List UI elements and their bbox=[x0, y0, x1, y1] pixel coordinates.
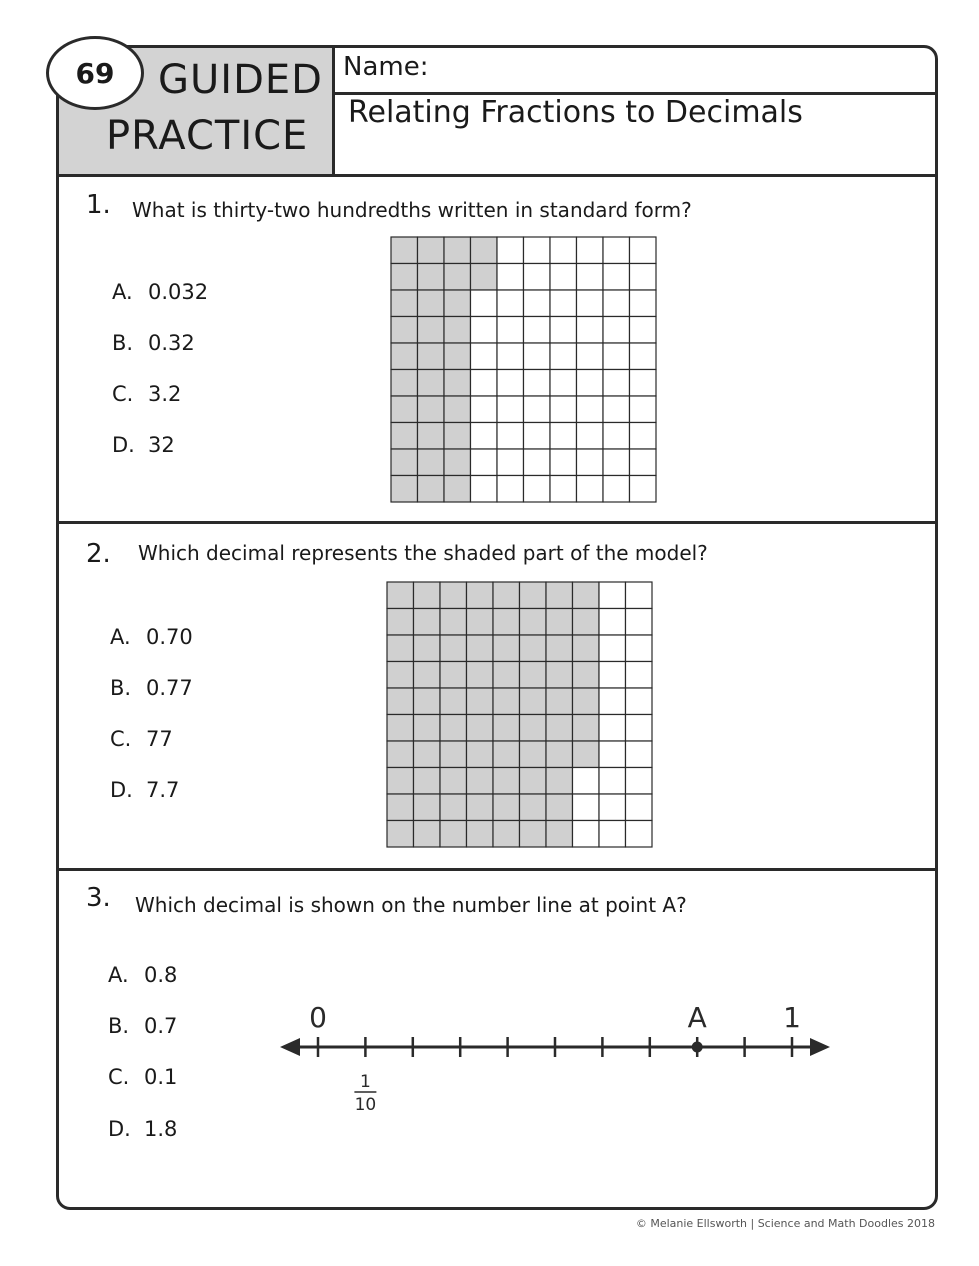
grid-cell bbox=[471, 476, 498, 503]
grid-cell-shaded bbox=[444, 423, 471, 450]
grid-cell bbox=[524, 343, 551, 370]
question-2-choice-a[interactable] bbox=[110, 627, 193, 648]
grid-cell bbox=[603, 370, 630, 397]
grid-cell-shaded bbox=[467, 794, 494, 821]
grid-cell bbox=[599, 662, 626, 689]
question-3-text: Which decimal is shown on the number line at point A? bbox=[135, 893, 687, 917]
choice-letter: D. bbox=[112, 433, 135, 457]
grid-cell bbox=[577, 449, 604, 476]
grid-cell-shaded bbox=[546, 715, 573, 742]
grid-cell bbox=[626, 582, 653, 609]
fraction-numerator: 1 bbox=[359, 1072, 371, 1092]
grid-cell bbox=[497, 476, 524, 503]
fraction-denominator: 10 bbox=[354, 1095, 377, 1115]
grid-cell bbox=[524, 317, 551, 344]
grid-cell bbox=[497, 423, 524, 450]
grid-cell-shaded bbox=[520, 662, 547, 689]
grid-cell-shaded bbox=[391, 290, 418, 317]
grid-cell-shaded bbox=[520, 794, 547, 821]
grid-cell bbox=[626, 688, 653, 715]
grid-cell bbox=[603, 343, 630, 370]
grid-cell bbox=[603, 476, 630, 503]
question-3-choice-b[interactable] bbox=[108, 1016, 177, 1037]
copyright-notice: © Melanie Ellsworth | Science and Math Doodles 2018 bbox=[635, 1217, 935, 1230]
grid-cell bbox=[630, 449, 657, 476]
grid-cell-shaded bbox=[467, 821, 494, 848]
grid-cell bbox=[626, 635, 653, 662]
question-1-choice-a[interactable] bbox=[112, 282, 208, 303]
grid-cell-shaded bbox=[444, 237, 471, 264]
grid-cell bbox=[524, 476, 551, 503]
question-1-choice-c[interactable] bbox=[112, 384, 181, 405]
grid-cell-shaded bbox=[418, 449, 445, 476]
grid-cell-shaded bbox=[520, 635, 547, 662]
grid-cell-shaded bbox=[418, 396, 445, 423]
choice-value: 0.032 bbox=[148, 280, 209, 304]
choice-letter: C. bbox=[112, 382, 134, 406]
grid-cell-shaded bbox=[440, 662, 467, 689]
grid-cell-shaded bbox=[546, 821, 573, 848]
grid-cell bbox=[630, 370, 657, 397]
section-divider-1 bbox=[59, 521, 935, 524]
grid-cell-shaded bbox=[414, 768, 441, 795]
grid-cell-shaded bbox=[546, 794, 573, 821]
grid-cell-shaded bbox=[520, 582, 547, 609]
left-arrow-icon bbox=[280, 1038, 300, 1056]
grid-cell-shaded bbox=[520, 609, 547, 636]
grid-cell-shaded bbox=[440, 821, 467, 848]
grid-cell bbox=[603, 396, 630, 423]
question-1-hundreds-grid bbox=[391, 237, 656, 502]
choice-letter: C. bbox=[110, 727, 132, 751]
grid-cell-shaded bbox=[387, 688, 414, 715]
choice-value: 77 bbox=[146, 727, 173, 751]
grid-cell-shaded bbox=[391, 423, 418, 450]
grid-cell bbox=[599, 635, 626, 662]
grid-cell bbox=[550, 370, 577, 397]
grid-cell bbox=[471, 396, 498, 423]
point-a-label: A bbox=[687, 1001, 707, 1034]
choice-letter: A. bbox=[108, 963, 129, 987]
grid-cell-shaded bbox=[520, 821, 547, 848]
name-field-label: Name: bbox=[343, 52, 429, 82]
grid-cell bbox=[630, 476, 657, 503]
grid-cell bbox=[577, 476, 604, 503]
choice-letter: C. bbox=[108, 1065, 130, 1089]
choice-value: 32 bbox=[148, 433, 175, 457]
grid-cell bbox=[577, 264, 604, 291]
grid-cell-shaded bbox=[414, 688, 441, 715]
grid-cell bbox=[603, 237, 630, 264]
grid-cell-shaded bbox=[414, 741, 441, 768]
grid-cell-shaded bbox=[520, 741, 547, 768]
choice-letter: D. bbox=[110, 778, 133, 802]
grid-cell-shaded bbox=[467, 688, 494, 715]
grid-cell-shaded bbox=[387, 794, 414, 821]
grid-cell bbox=[599, 768, 626, 795]
grid-cell bbox=[550, 317, 577, 344]
grid-cell bbox=[630, 290, 657, 317]
grid-cell bbox=[626, 662, 653, 689]
grid-cell bbox=[550, 476, 577, 503]
grid-cell-shaded bbox=[444, 476, 471, 503]
grid-cell-shaded bbox=[444, 317, 471, 344]
grid-cell-shaded bbox=[546, 741, 573, 768]
grid-cell-shaded bbox=[546, 609, 573, 636]
grid-cell bbox=[603, 290, 630, 317]
grid-cell-shaded bbox=[387, 741, 414, 768]
grid-cell-shaded bbox=[493, 715, 520, 742]
grid-cell bbox=[497, 370, 524, 397]
grid-cell bbox=[550, 396, 577, 423]
grid-cell-shaded bbox=[418, 476, 445, 503]
grid-cell-shaded bbox=[387, 662, 414, 689]
grid-cell-shaded bbox=[414, 662, 441, 689]
grid-cell bbox=[599, 582, 626, 609]
grid-cell bbox=[550, 449, 577, 476]
grid-cell-shaded bbox=[493, 635, 520, 662]
question-3-choice-d[interactable] bbox=[108, 1119, 177, 1140]
choice-letter: D. bbox=[108, 1117, 131, 1141]
grid-cell-shaded bbox=[418, 423, 445, 450]
grid-cell-shaded bbox=[493, 794, 520, 821]
grid-cell-shaded bbox=[546, 582, 573, 609]
grid-cell-shaded bbox=[471, 237, 498, 264]
grid-cell-shaded bbox=[387, 768, 414, 795]
grid-cell bbox=[497, 449, 524, 476]
grid-cell bbox=[573, 768, 600, 795]
grid-cell-shaded bbox=[387, 821, 414, 848]
choice-value: 7.7 bbox=[146, 778, 180, 802]
grid-cell bbox=[577, 317, 604, 344]
right-arrow-icon bbox=[810, 1038, 830, 1056]
grid-cell-shaded bbox=[391, 343, 418, 370]
choice-value: 1.8 bbox=[144, 1117, 178, 1141]
grid-cell bbox=[577, 396, 604, 423]
grid-cell-shaded bbox=[467, 582, 494, 609]
grid-cell-shaded bbox=[546, 688, 573, 715]
grid-cell-shaded bbox=[444, 449, 471, 476]
grid-cell-shaded bbox=[414, 794, 441, 821]
grid-cell bbox=[630, 423, 657, 450]
grid-cell bbox=[497, 317, 524, 344]
grid-cell bbox=[524, 396, 551, 423]
grid-cell-shaded bbox=[493, 609, 520, 636]
grid-cell-shaded bbox=[471, 264, 498, 291]
grid-cell bbox=[524, 423, 551, 450]
grid-cell bbox=[573, 821, 600, 848]
grid-cell-shaded bbox=[444, 396, 471, 423]
choice-letter: A. bbox=[112, 280, 133, 304]
grid-cell-shaded bbox=[418, 290, 445, 317]
grid-cell bbox=[577, 290, 604, 317]
grid-cell bbox=[599, 609, 626, 636]
grid-cell-shaded bbox=[440, 794, 467, 821]
grid-cell-shaded bbox=[391, 476, 418, 503]
question-2-choice-b[interactable] bbox=[110, 678, 193, 699]
point-a-dot bbox=[692, 1042, 703, 1053]
grid-cell-shaded bbox=[391, 449, 418, 476]
grid-cell bbox=[577, 423, 604, 450]
choice-letter: A. bbox=[110, 625, 131, 649]
grid-cell bbox=[603, 264, 630, 291]
grid-cell bbox=[603, 317, 630, 344]
worksheet-title: Relating Fractions to Decimals bbox=[348, 95, 803, 130]
grid-cell bbox=[471, 370, 498, 397]
question-2-choice-d[interactable] bbox=[110, 780, 179, 801]
grid-cell bbox=[626, 794, 653, 821]
grid-cell bbox=[630, 343, 657, 370]
grid-cell-shaded bbox=[418, 237, 445, 264]
grid-cell bbox=[630, 396, 657, 423]
end-label: 1 bbox=[783, 1001, 801, 1034]
grid-cell-shaded bbox=[440, 582, 467, 609]
grid-cell-shaded bbox=[573, 662, 600, 689]
grid-cell-shaded bbox=[414, 635, 441, 662]
choice-value: 0.32 bbox=[148, 331, 195, 355]
grid-cell bbox=[550, 237, 577, 264]
grid-cell-shaded bbox=[493, 741, 520, 768]
practice-label: PRACTICE bbox=[106, 113, 309, 159]
question-3-number: 3. bbox=[86, 883, 111, 913]
grid-cell bbox=[471, 423, 498, 450]
grid-cell-shaded bbox=[391, 237, 418, 264]
grid-cell bbox=[626, 741, 653, 768]
grid-cell-shaded bbox=[546, 662, 573, 689]
choice-value: 0.8 bbox=[144, 963, 178, 987]
grid-cell-shaded bbox=[440, 715, 467, 742]
grid-cell bbox=[626, 768, 653, 795]
grid-cell bbox=[471, 449, 498, 476]
grid-cell-shaded bbox=[493, 821, 520, 848]
grid-cell-shaded bbox=[493, 662, 520, 689]
grid-cell-shaded bbox=[387, 715, 414, 742]
grid-cell-shaded bbox=[467, 768, 494, 795]
grid-cell bbox=[577, 237, 604, 264]
question-1-text: What is thirty-two hundredths written in standard form? bbox=[132, 198, 692, 222]
grid-cell-shaded bbox=[520, 768, 547, 795]
question-1-number: 1. bbox=[86, 190, 111, 220]
grid-cell bbox=[550, 423, 577, 450]
lesson-number-badge: 69 bbox=[46, 36, 144, 110]
grid-cell-shaded bbox=[440, 741, 467, 768]
grid-cell bbox=[599, 715, 626, 742]
grid-cell-shaded bbox=[467, 741, 494, 768]
grid-cell bbox=[524, 370, 551, 397]
question-3-choice-a[interactable] bbox=[108, 965, 177, 986]
grid-cell bbox=[497, 343, 524, 370]
grid-cell bbox=[550, 264, 577, 291]
grid-cell-shaded bbox=[467, 715, 494, 742]
grid-cell bbox=[626, 609, 653, 636]
question-2-choice-c[interactable] bbox=[110, 729, 173, 750]
grid-cell-shaded bbox=[440, 609, 467, 636]
grid-cell bbox=[577, 343, 604, 370]
grid-cell-shaded bbox=[391, 396, 418, 423]
grid-cell-shaded bbox=[573, 688, 600, 715]
grid-cell-shaded bbox=[573, 609, 600, 636]
grid-cell bbox=[599, 821, 626, 848]
grid-cell-shaded bbox=[493, 688, 520, 715]
question-3-number-line bbox=[270, 990, 840, 1120]
grid-cell bbox=[599, 688, 626, 715]
grid-cell-shaded bbox=[440, 688, 467, 715]
grid-cell bbox=[626, 715, 653, 742]
grid-cell-shaded bbox=[573, 741, 600, 768]
guided-label: GUIDED bbox=[158, 57, 323, 103]
question-2-text: Which decimal represents the shaded part of the model? bbox=[138, 541, 708, 565]
grid-cell bbox=[603, 423, 630, 450]
grid-cell bbox=[497, 290, 524, 317]
grid-cell-shaded bbox=[546, 635, 573, 662]
grid-cell-shaded bbox=[391, 317, 418, 344]
grid-cell-shaded bbox=[520, 688, 547, 715]
grid-cell bbox=[573, 794, 600, 821]
choice-value: 0.77 bbox=[146, 676, 193, 700]
section-divider-2 bbox=[59, 868, 935, 871]
header-divider bbox=[59, 174, 935, 177]
grid-cell-shaded bbox=[467, 609, 494, 636]
grid-cell bbox=[524, 449, 551, 476]
grid-cell-shaded bbox=[444, 370, 471, 397]
grid-cell bbox=[630, 317, 657, 344]
grid-cell-shaded bbox=[414, 582, 441, 609]
grid-cell bbox=[550, 343, 577, 370]
grid-cell bbox=[497, 264, 524, 291]
grid-cell-shaded bbox=[444, 343, 471, 370]
grid-cell bbox=[471, 343, 498, 370]
grid-cell bbox=[497, 237, 524, 264]
grid-cell-shaded bbox=[573, 582, 600, 609]
grid-cell bbox=[524, 290, 551, 317]
choice-letter: B. bbox=[112, 331, 134, 355]
grid-cell-shaded bbox=[546, 768, 573, 795]
grid-cell-shaded bbox=[573, 635, 600, 662]
grid-cell bbox=[599, 741, 626, 768]
grid-cell-shaded bbox=[391, 264, 418, 291]
grid-cell-shaded bbox=[418, 317, 445, 344]
grid-cell-shaded bbox=[440, 635, 467, 662]
grid-cell bbox=[626, 821, 653, 848]
grid-cell bbox=[599, 794, 626, 821]
grid-cell-shaded bbox=[387, 582, 414, 609]
choice-value: 3.2 bbox=[148, 382, 182, 406]
choice-letter: B. bbox=[110, 676, 132, 700]
choice-value: 0.1 bbox=[144, 1065, 178, 1089]
grid-cell-shaded bbox=[467, 662, 494, 689]
grid-cell bbox=[550, 290, 577, 317]
grid-cell-shaded bbox=[387, 635, 414, 662]
choice-letter: B. bbox=[108, 1014, 130, 1038]
grid-cell-shaded bbox=[467, 635, 494, 662]
grid-cell-shaded bbox=[414, 715, 441, 742]
grid-cell bbox=[524, 264, 551, 291]
choice-value: 0.7 bbox=[144, 1014, 178, 1038]
question-1-choice-b[interactable] bbox=[112, 333, 195, 354]
grid-cell-shaded bbox=[444, 290, 471, 317]
grid-cell-shaded bbox=[387, 609, 414, 636]
grid-cell bbox=[630, 264, 657, 291]
grid-cell-shaded bbox=[414, 821, 441, 848]
grid-cell-shaded bbox=[444, 264, 471, 291]
grid-cell-shaded bbox=[573, 715, 600, 742]
grid-cell-shaded bbox=[493, 768, 520, 795]
question-2-number: 2. bbox=[86, 539, 111, 569]
grid-cell-shaded bbox=[418, 264, 445, 291]
choice-value: 0.70 bbox=[146, 625, 193, 649]
grid-cell bbox=[577, 370, 604, 397]
question-3-choice-c[interactable] bbox=[108, 1067, 177, 1088]
grid-cell bbox=[603, 449, 630, 476]
grid-cell bbox=[497, 396, 524, 423]
question-2-hundreds-grid bbox=[387, 582, 652, 847]
grid-cell bbox=[630, 237, 657, 264]
grid-cell-shaded bbox=[418, 370, 445, 397]
question-1-choice-d[interactable] bbox=[112, 435, 175, 456]
grid-cell-shaded bbox=[391, 370, 418, 397]
grid-cell-shaded bbox=[520, 715, 547, 742]
grid-cell bbox=[471, 290, 498, 317]
grid-cell-shaded bbox=[440, 768, 467, 795]
start-label: 0 bbox=[309, 1001, 327, 1034]
grid-cell-shaded bbox=[414, 609, 441, 636]
grid-cell bbox=[471, 317, 498, 344]
grid-cell-shaded bbox=[418, 343, 445, 370]
grid-cell-shaded bbox=[493, 582, 520, 609]
grid-cell bbox=[524, 237, 551, 264]
